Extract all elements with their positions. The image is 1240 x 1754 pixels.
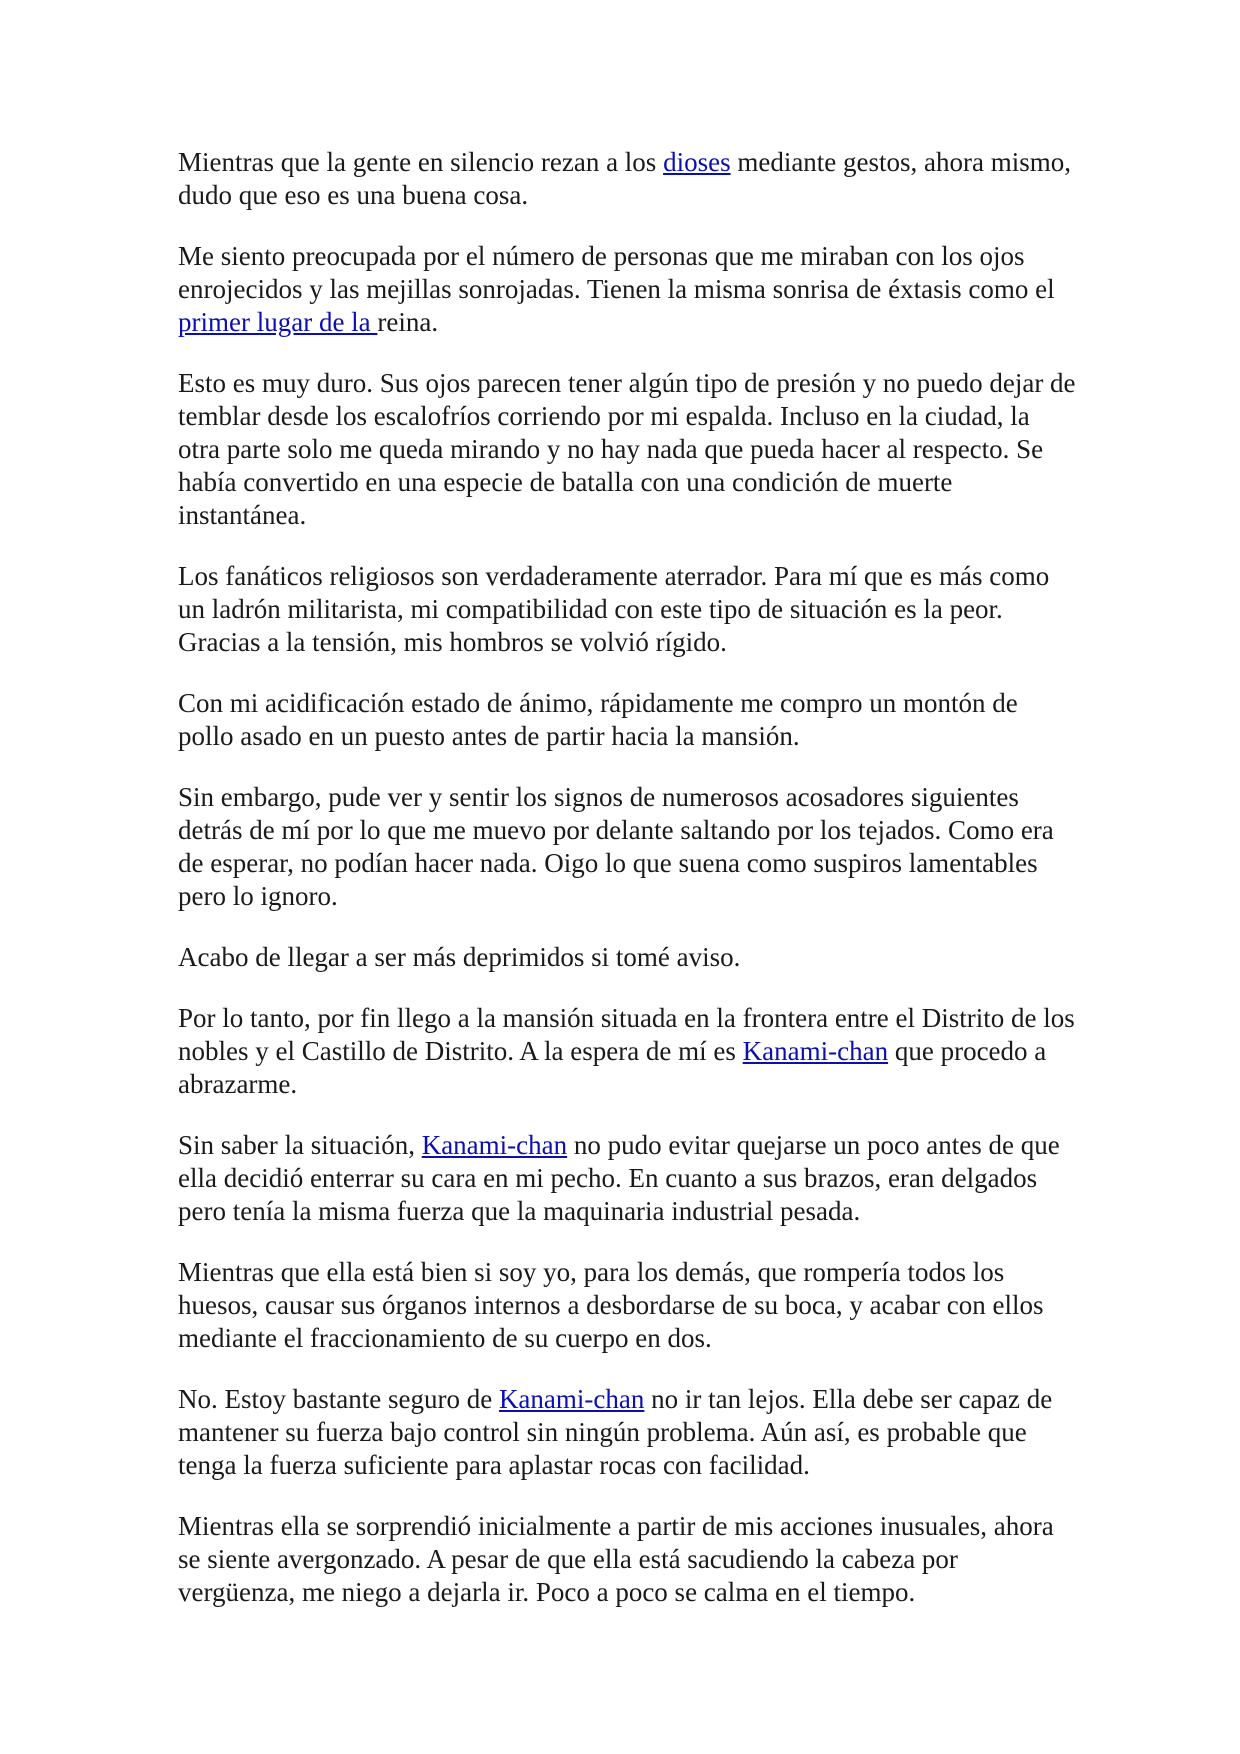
paragraph-text: Con mi acidificación estado de ánimo, rápidamente me compro un montón de pollo asado en un puesto antes de partir hacia la mansión. — [178, 688, 1018, 751]
paragraph-text: Mientras que ella está bien si soy yo, para los demás, que rompería todos los huesos, causar sus órganos internos a desbordarse de su boca, y acabar con ellos mediante el fraccionamiento de su cuerpo en dos. — [178, 1257, 1044, 1353]
inline-link[interactable]: primer lugar de la — [178, 307, 378, 337]
paragraph — [178, 941, 1078, 974]
paragraph-text: Los fanáticos religiosos son verdaderamente aterrador. Para mí que es más como un ladrón militarista, mi compatibilidad con este tipo de situación es la peor. Gracias a la tensión, mis hombros se volvió rígido. — [178, 561, 1050, 657]
paragraph-text: reina. — [377, 307, 439, 337]
paragraph — [178, 1002, 1078, 1101]
paragraph — [178, 146, 1078, 212]
paragraph-text: No. Estoy bastante seguro de — [178, 1384, 499, 1414]
inline-link[interactable]: Kanami-chan — [421, 1130, 568, 1160]
paragraph-text: mediante gestos, ahora mismo, dudo que eso es una buena cosa. — [178, 147, 1072, 210]
paragraph-text: que procedo a abrazarme. — [178, 1036, 1047, 1099]
paragraph — [178, 367, 1078, 532]
paragraph-text: Sin embargo, pude ver y sentir los signos de numerosos acosadores siguientes detrás de mí por lo que me muevo por delante saltando por los tejados. Como era de esperar, no podían hacer nada. Oigo lo que suena como suspiros lamentables pero lo ignoro. — [178, 782, 1054, 911]
inline-link[interactable]: Kanami-chan — [742, 1036, 889, 1066]
paragraph-text: Mientras ella se sorprendió inicialmente a partir de mis acciones inusuales, ahora se siente avergonzado. A pesar de que ella está sacudiendo la cabeza por vergüenza, me niego a dejarla ir. Poco a poco se calma en el tiempo. — [178, 1511, 1054, 1607]
paragraph — [178, 1383, 1078, 1482]
paragraph — [178, 781, 1078, 913]
paragraph-text: Acabo de llegar a ser más deprimidos si tomé aviso. — [178, 942, 741, 972]
paragraph-text: Mientras que la gente en silencio rezan a los — [178, 147, 664, 177]
inline-link[interactable]: Kanami-chan — [498, 1384, 645, 1414]
document-page — [178, 146, 1078, 1637]
paragraph-text: no pudo evitar quejarse un poco antes de que ella decidió enterrar su cara en mi pecho. En cuanto a sus brazos, eran delgados pero tenía la misma fuerza que la maquinaria industrial pesada. — [178, 1130, 1060, 1226]
inline-link[interactable]: dioses — [663, 147, 731, 177]
paragraph — [178, 1510, 1078, 1609]
paragraph — [178, 1256, 1078, 1355]
paragraph — [178, 1129, 1078, 1228]
paragraph-text: Sin saber la situación, — [178, 1130, 422, 1160]
paragraph-text: Esto es muy duro. Sus ojos parecen tener algún tipo de presión y no puedo dejar de temblar desde los escalofríos corriendo por mi espalda. Incluso en la ciudad, la otra parte solo me queda mirando y no hay nada que pueda hacer al respecto. Se había convertido en una especie de batalla con una condición de muerte instantánea. — [178, 368, 1076, 530]
paragraph-text: Por lo tanto, por fin llego a la mansión situada en la frontera entre el Distrito de los nobles y el Castillo de Distrito. A la espera de mí es — [178, 1003, 1075, 1066]
paragraph-text: no ir tan lejos. Ella debe ser capaz de mantener su fuerza bajo control sin ningún problema. Aún así, es probable que tenga la fuerza suficiente para aplastar rocas con facilidad. — [178, 1384, 1053, 1480]
paragraph-text: Me siento preocupada por el número de personas que me miraban con los ojos enrojecidos y las mejillas sonrojadas. Tienen la misma sonrisa de éxtasis como el — [178, 241, 1055, 304]
paragraph — [178, 687, 1078, 753]
paragraph — [178, 560, 1078, 659]
paragraph — [178, 240, 1078, 339]
